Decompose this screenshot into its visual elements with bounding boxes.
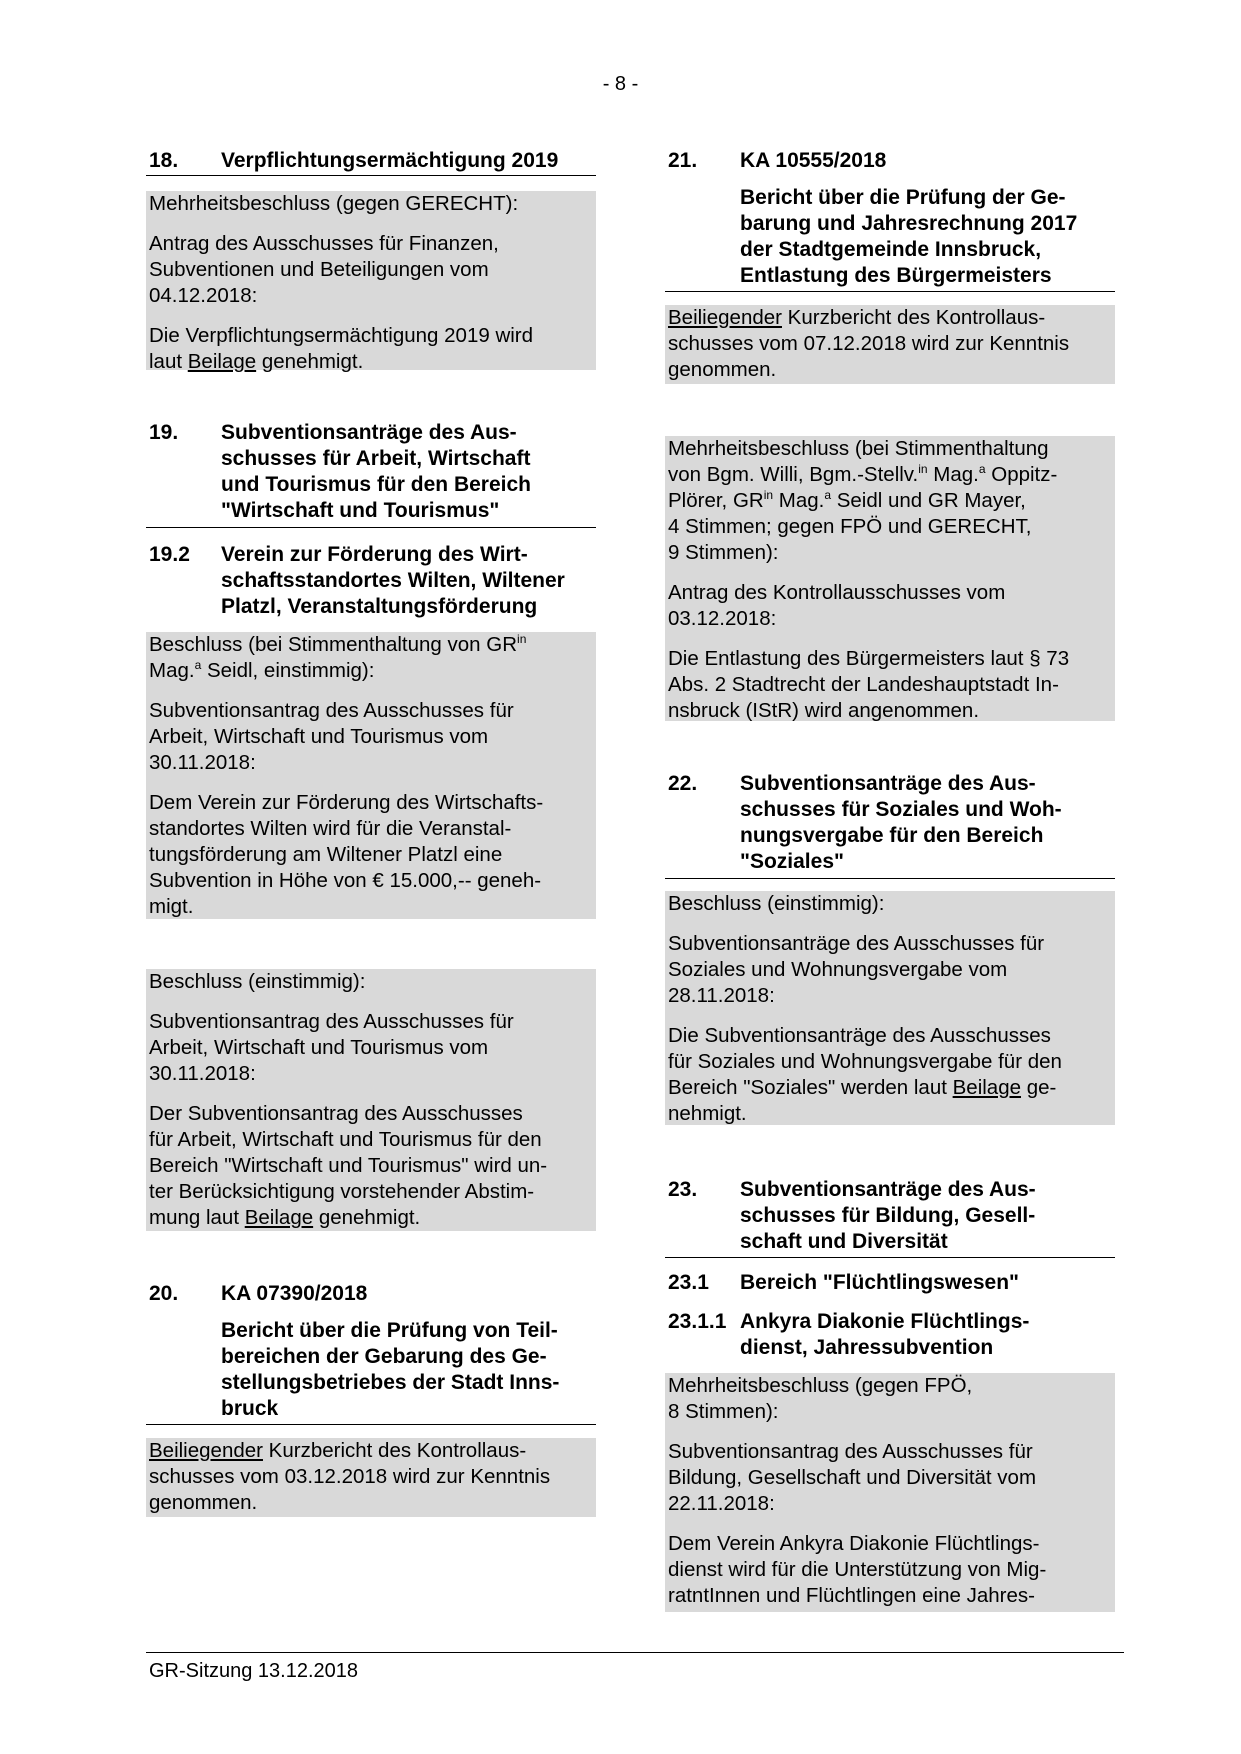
motion-text: Subventionsantrag des Ausschusses für Arbeit, Wirtschaft und Tourismus vom 30.11.2018: — [149, 1010, 514, 1085]
decision-text: Die Subventionsanträge des Ausschusses für Soziales und Wohnungsvergabe für den Bereich "Soziales" werden laut Beilage ge- nehmigt. — [668, 1024, 1062, 1125]
section-number: 21. — [668, 149, 698, 172]
report-text: Beiliegender Kurzbericht des Kontrollaus- schusses vom 07.12.2018 wird zur Kenntnis genommen. — [668, 306, 1070, 381]
resolution-box — [665, 436, 1115, 721]
footer-rule — [146, 1652, 1124, 1653]
motion-text: Antrag des Ausschusses für Finanzen, Subventionen und Beteiligungen vom 04.12.2018: — [149, 232, 499, 307]
section-number: 23. — [668, 1178, 698, 1201]
section-divider — [146, 175, 596, 176]
beiliegender-link[interactable]: Beiliegender — [149, 1439, 263, 1462]
page-number: - 8 - — [602, 73, 639, 95]
section-23-heading — [665, 1177, 1115, 1255]
resolution-box — [146, 969, 596, 1231]
section-number: 23.1 — [668, 1271, 709, 1294]
section-number: 19. — [149, 421, 179, 444]
vote-text: Beschluss (bei Stimmenthaltung von $GR^{in}$ Mag.$^a$ Seidl, einstimmig): — [149, 632, 527, 682]
section-code: KA 10555/2018 — [740, 149, 887, 172]
section-23-1-1-heading — [665, 1309, 1115, 1361]
section-divider — [665, 1257, 1115, 1258]
section-number: 23.1.1 — [668, 1310, 727, 1333]
vote-text: Beschluss (einstimmig): — [149, 970, 366, 993]
resolution-box — [146, 191, 596, 373]
resolution-box — [665, 1373, 1115, 1612]
section-number: 19.2 — [149, 543, 190, 566]
vote-text: Mehrheitsbeschluss (gegen GERECHT): — [149, 192, 519, 215]
section-number: 18. — [149, 149, 179, 172]
section-title: Bereich "Flüchtlingswesen" — [740, 1271, 1019, 1294]
section-divider — [146, 1424, 596, 1425]
section-title: Bericht über die Prüfung von Teil- bereichen der Gebarung des Ge- stellungsbetriebes der Stadt Inns- bruck — [221, 1319, 560, 1420]
decision-text: Dem Verein Ankyra Diakonie Flüchtlings- dienst wird für die Unterstützung von Mig- ratntInnen und Flüchtlingen eine Jahres- — [668, 1532, 1047, 1607]
section-number: 22. — [668, 772, 698, 795]
section-title: Subventionsanträge des Aus- schusses für Bildung, Gesell- schaft und Diversität — [740, 1178, 1036, 1253]
resolution-box — [665, 305, 1115, 384]
section-divider — [665, 291, 1115, 292]
section-22-heading — [665, 771, 1115, 875]
section-20-heading — [146, 1281, 596, 1421]
resolution-box — [665, 891, 1115, 1125]
report-text: Beiliegender Kurzbericht des Kontrollaus- schusses vom 03.12.2018 wird zur Kenntnis genommen. — [149, 1439, 551, 1514]
decision-text: Dem Verein zur Förderung des Wirtschafts- standortes Wilten wird für die Veranstal- tungsförderung am Wiltener Platzl eine Subvention in Höhe von € 15.000,-- geneh- migt. — [149, 791, 544, 918]
section-number: 20. — [149, 1282, 179, 1305]
decision-text: Der Subventionsantrag des Ausschusses für Arbeit, Wirtschaft und Tourismus für den Bereich "Wirtschaft und Tourismus" wird un- ter Berücksichtigung vorstehender Abstim- mung laut Beilage genehmigt. — [149, 1102, 548, 1229]
section-divider — [146, 527, 596, 528]
beiliegender-link[interactable]: Beiliegender — [668, 306, 782, 329]
decision-text: Die Entlastung des Bürgermeisters laut § 73 Abs. 2 Stadtrecht der Landeshauptstadt In- nsbruck (IStR) wird angenommen. — [668, 647, 1070, 722]
decision-text: Die Verpflichtungsermächtigung 2019 wird laut Beilage genehmigt. — [149, 324, 534, 373]
section-23-1-heading — [665, 1270, 1115, 1296]
section-title: Bericht über die Prüfung der Ge- barung und Jahresrechnung 2017 der Stadtgemeinde Innsbruck, Entlastung des Bürgermeisters — [740, 186, 1078, 287]
motion-text: Subventionsantrag des Ausschusses für Bildung, Gesellschaft und Diversität vom 22.11.2018: — [668, 1440, 1037, 1515]
section-19-2-heading — [146, 542, 596, 620]
section-19-heading — [146, 420, 596, 524]
section-title: Verein zur Förderung des Wirt- schaftsstandortes Wilten, Wiltener Platzl, Veranstaltungsförderung — [221, 543, 565, 618]
vote-text: Mehrheitsbeschluss (bei Stimmenthaltung von Bgm. Willi, Bgm.-Stellv.$^{in}$ Mag.$^a$ Oppitz- Plörer, $GR^{in}$ Mag.$^a$ Seidl und GR Mayer, 4 Stimmen; gegen FPÖ und GERECHT, 9 Stimmen): — [668, 437, 1058, 564]
motion-text: Subventionsantrag des Ausschusses für Arbeit, Wirtschaft und Tourismus vom 30.11.2018: — [149, 699, 514, 774]
section-title: Verpflichtungsermächtigung 2019 — [221, 149, 559, 172]
motion-text: Subventionsanträge des Ausschusses für Soziales und Wohnungsvergabe vom 28.11.2018: — [668, 932, 1045, 1007]
vote-text: Beschluss (einstimmig): — [668, 892, 885, 915]
resolution-box — [146, 1438, 596, 1517]
beilage-link[interactable]: Beilage — [244, 1206, 314, 1229]
section-title: Ankyra Diakonie Flüchtlings- dienst, Jahressubvention — [740, 1310, 1030, 1359]
beilage-link[interactable]: Beilage — [952, 1076, 1022, 1099]
section-21-heading — [665, 148, 1115, 288]
section-title: Subventionsanträge des Aus- schusses für Soziales und Woh- nungsvergabe für den Bereich "Soziales" — [740, 772, 1062, 873]
section-title: Subventionsanträge des Aus- schusses für Arbeit, Wirtschaft und Tourismus für den Bereich "Wirtschaft und Tourismus" — [221, 421, 531, 522]
section-code: KA 07390/2018 — [221, 1282, 368, 1305]
vote-text: Mehrheitsbeschluss (gegen FPÖ, 8 Stimmen): — [668, 1374, 973, 1423]
footer-text: GR-Sitzung 13.12.2018 — [149, 1660, 359, 1682]
resolution-box — [146, 632, 596, 919]
section-divider — [665, 878, 1115, 879]
motion-text: Antrag des Kontrollausschusses vom 03.12.2018: — [668, 581, 1006, 630]
beilage-link[interactable]: Beilage — [187, 350, 257, 373]
